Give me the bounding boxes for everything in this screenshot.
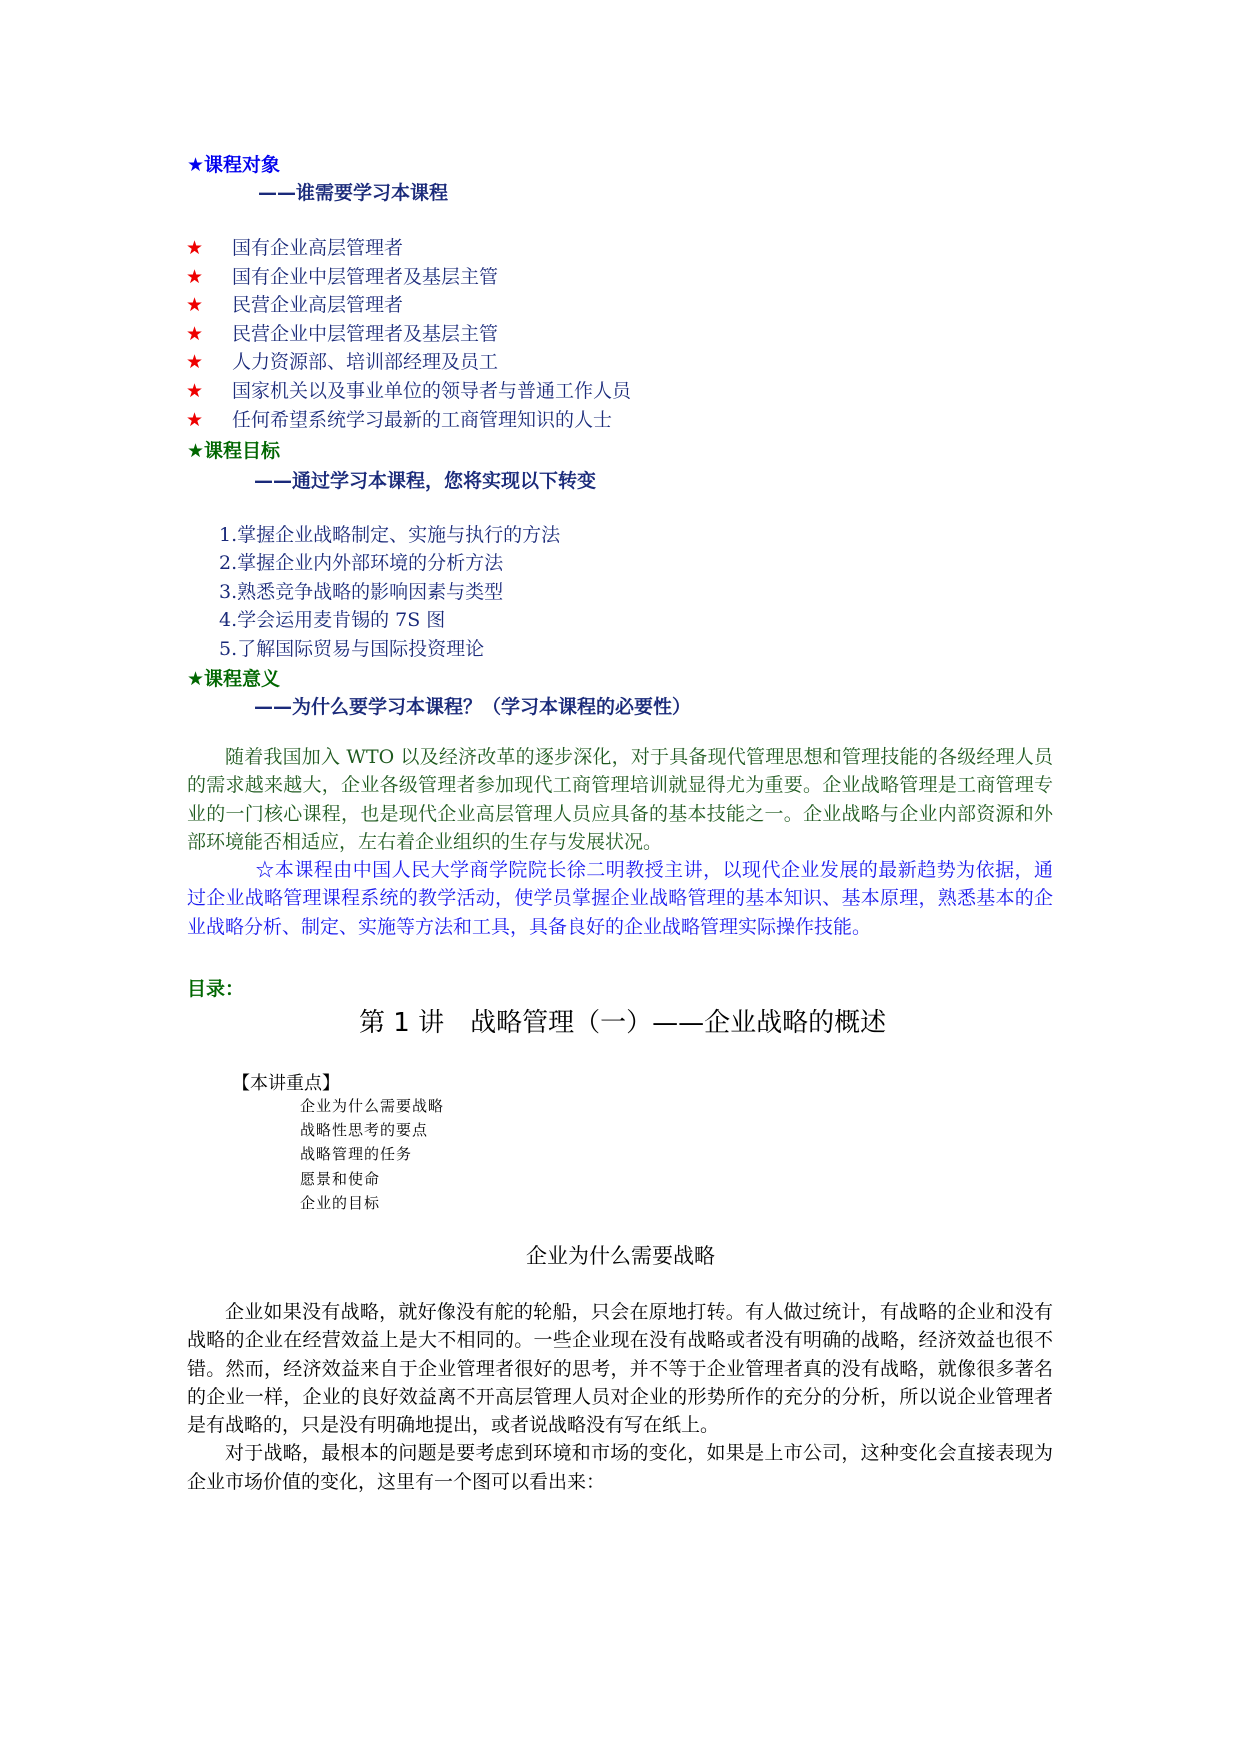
red-star-icon: ★	[186, 237, 204, 259]
meaning-title: ★课程意义	[187, 668, 281, 690]
meaning-paragraph-1: 随着我国加入 WTO 以及经济改革的逐步深化，对于具备现代管理思想和管理技能的各级经理人员的需求越来越大，企业各级管理者参加现代工商管理培训就显得尤为重要。企业战略管理是工商管理专业的一门核心课程，也是现代企业高层管理人员应具备的基本技能之一。企业战略与企业内部资源和外部环境能否相适应，左右着企业组织的生存与发展状况。	[187, 746, 1053, 853]
body-paragraph-2: 对于战略，最根本的问题是要考虑到环境和市场的变化，如果是上市公司，这种变化会直接表现为企业市场价值的变化，这里有一个图可以看出来：	[187, 1442, 1053, 1493]
list-item: 3.熟悉竞争战略的影响因素与类型	[219, 580, 504, 603]
list-item: 愿景和使命	[300, 1169, 381, 1188]
list-item: ★ 国家机关以及事业单位的领导者与普通工作人员	[186, 377, 631, 406]
toc-label: 目录：	[187, 978, 245, 1000]
list-item: 4.学会运用麦肯锡的 7S 图	[219, 609, 446, 632]
section-body	[187, 1298, 1053, 1496]
list-item: 企业为什么需要战略	[300, 1097, 445, 1115]
key-points-title: 【本讲重点】	[232, 1073, 340, 1094]
body-paragraph-1: 企业如果没有战略，就好像没有舵的轮船，只会在原地打转。有人做过统计，有战略的企业和没有战略的企业在经营效益上是大不相同的。一些企业现在没有战略或者没有明确的战略，经济效益也很不错。然而，经济效益来自于企业管理者很好的思考，并不等于企业管理者真的没有战略，就像很多著名的企业一样，企业的良好效益离不开高层管理人员对企业的形势所作的充分的分析，所以说企业管理者是有战略的，只是没有明确地提出，或者说战略没有写在纸上。	[187, 1301, 1053, 1437]
list-item: ★ 人力资源部、培训部经理及员工	[186, 348, 631, 377]
red-star-icon: ★	[186, 265, 204, 288]
list-item: ★ 国有企业高层管理者	[186, 234, 631, 263]
list-item: 1.掌握企业战略制定、实施与执行的方法	[219, 524, 561, 546]
red-star-icon: ★	[186, 322, 204, 345]
list-item: ★ 国有企业中层管理者及基层主管	[186, 263, 631, 292]
audience-list	[186, 234, 631, 434]
section-heading: 企业为什么需要战略	[526, 1244, 715, 1268]
list-item: 2.掌握企业内外部环境的分析方法	[219, 552, 504, 575]
list-item: 5.了解国际贸易与国际投资理论	[219, 637, 485, 660]
list-item: ★ 民营企业高层管理者	[186, 291, 631, 320]
red-star-icon: ★	[186, 379, 204, 402]
list-item: 战略性思考的要点	[300, 1121, 429, 1140]
audience-title: ★课程对象	[187, 154, 281, 176]
audience-subtitle: ——谁需要学习本课程	[258, 182, 449, 204]
goals-list	[219, 521, 560, 663]
goals-subtitle: ——通过学习本课程，您将实现以下转变	[254, 470, 597, 492]
list-item: 企业的目标	[300, 1193, 381, 1212]
list-item: 战略管理的任务	[300, 1145, 413, 1164]
meaning-subtitle: ——为什么要学习本课程？（学习本课程的必要性）	[254, 696, 692, 718]
goals-title: ★课程目标	[187, 440, 281, 462]
key-points-list	[300, 1094, 444, 1215]
red-star-icon: ★	[186, 408, 204, 431]
list-item: ★ 任何希望系统学习最新的工商管理知识的人士	[186, 406, 631, 435]
list-item: ★ 民营企业中层管理者及基层主管	[186, 320, 631, 349]
red-star-icon: ★	[186, 294, 204, 317]
lecture-title: 第 1 讲 战略管理（一）——企业战略的概述	[359, 1008, 887, 1038]
meaning-paragraph-2: ☆本课程由中国人民大学商学院院长徐二明教授主讲，以现代企业发展的最新趋势为依据，通过企业战略管理课程系统的教学活动，使学员掌握企业战略管理的基本知识、基本原理，熟悉基本的企业战略分析、制定、实施等方法和工具，具备良好的企业战略管理实际操作技能。	[187, 859, 1053, 938]
red-star-icon: ★	[186, 351, 204, 374]
